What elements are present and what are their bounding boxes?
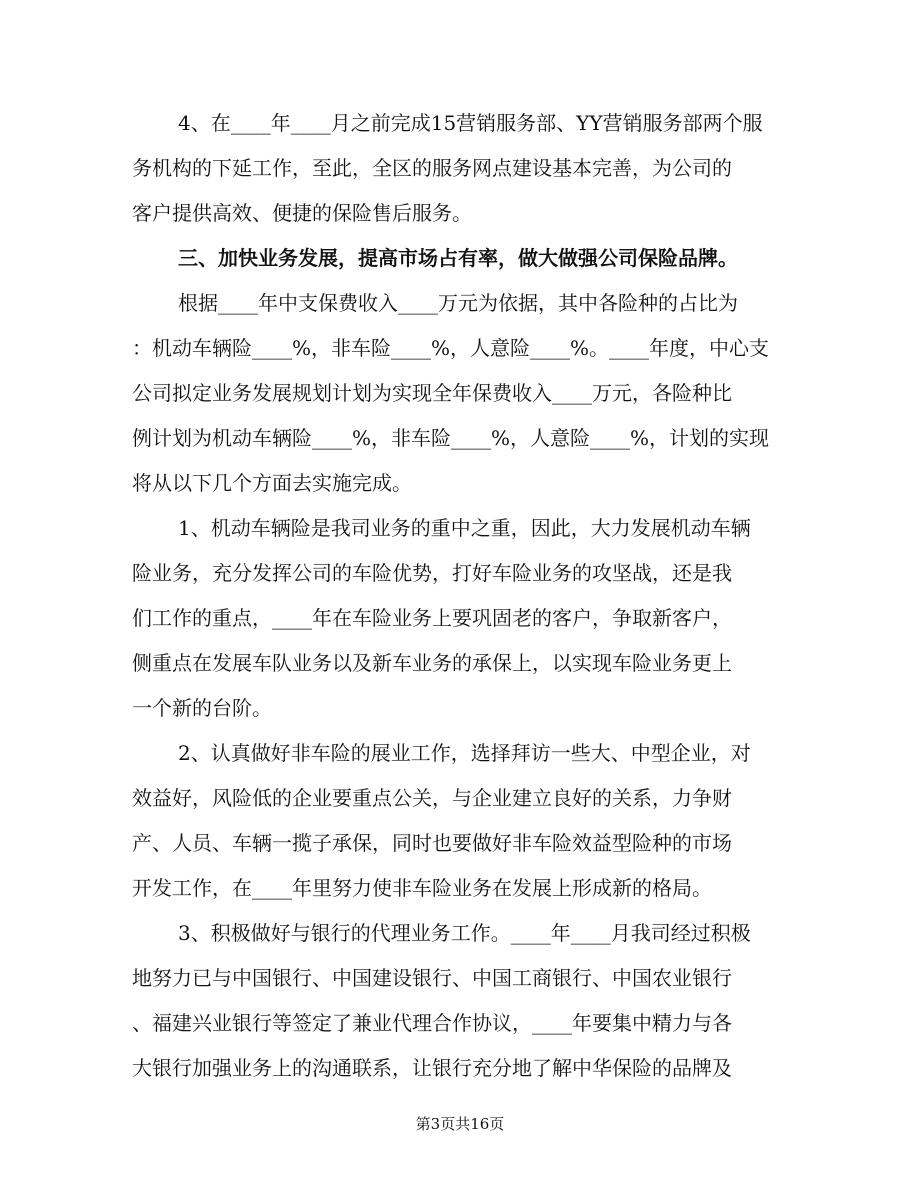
paragraph-line: 客户提供高效、便捷的保险售后服务。 (132, 201, 472, 225)
paragraph-line: 例计划为机动车辆险____%，非车险____%，人意险____%，计划的实现 (132, 426, 770, 450)
page-number-footer: 第3页共16页 (415, 1115, 505, 1133)
paragraph-line: 将从以下几个方面去实施完成。 (132, 471, 412, 495)
paragraph-line: 险业务，充分发挥公司的车险优势，打好车险业务的攻坚战，还是我 (132, 561, 732, 585)
paragraph-line: 1、机动车辆险是我司业务的重中之重，因此，大力发展机动车辆 (178, 516, 751, 540)
section-heading: 三、加快业务发展，提高市场占有率，做大做强公司保险品牌。 (178, 246, 738, 270)
paragraph-line: 一个新的台阶。 (132, 696, 272, 720)
paragraph-line: 根据____年中支保费收入____万元为依据，其中各险种的占比为 (178, 291, 738, 315)
paragraph-line: 4、在____年____月之前完成15营销服务部、YY营销服务部两个服 (178, 111, 763, 135)
paragraph-line: 开发工作，在____年里努力使非车险业务在发展上形成新的格局。 (132, 876, 712, 900)
paragraph-line: 务机构的下延工作，至此，全区的服务网点建设基本完善，为公司的 (132, 156, 732, 180)
paragraph-line: 侧重点在发展车队业务以及新车业务的承保上，以实现车险业务更上 (132, 651, 732, 675)
paragraph-line: 3、积极做好与银行的代理业务工作。____年____月我司经过积极 (178, 921, 751, 945)
paragraph-line: 效益好，风险低的企业要重点公关，与企业建立良好的关系，力争财 (132, 786, 732, 810)
paragraph-line: 2、认真做好非车险的展业工作，选择拜访一些大、中型企业，对 (178, 741, 751, 765)
paragraph-line: 地努力已与中国银行、中国建设银行、中国工商银行、中国农业银行 (132, 966, 732, 990)
paragraph-line: 、福建兴业银行等签定了兼业代理合作协议，____年要集中精力与各 (132, 1011, 732, 1035)
paragraph-line: 公司拟定业务发展规划计划为实现全年保费收入____万元，各险种比 (132, 381, 732, 405)
paragraph-line: ：机动车辆险____%，非车险____%，人意险____%。____年度，中心支 (132, 336, 770, 360)
paragraph-line: 们工作的重点，____年在车险业务上要巩固老的客户，争取新客户， (132, 606, 732, 630)
paragraph-line: 大银行加强业务上的沟通联系，让银行充分地了解中华保险的品牌及 (132, 1056, 732, 1080)
paragraph-line: 产、人员、车辆一揽子承保，同时也要做好非车险效益型险种的市场 (132, 831, 732, 855)
